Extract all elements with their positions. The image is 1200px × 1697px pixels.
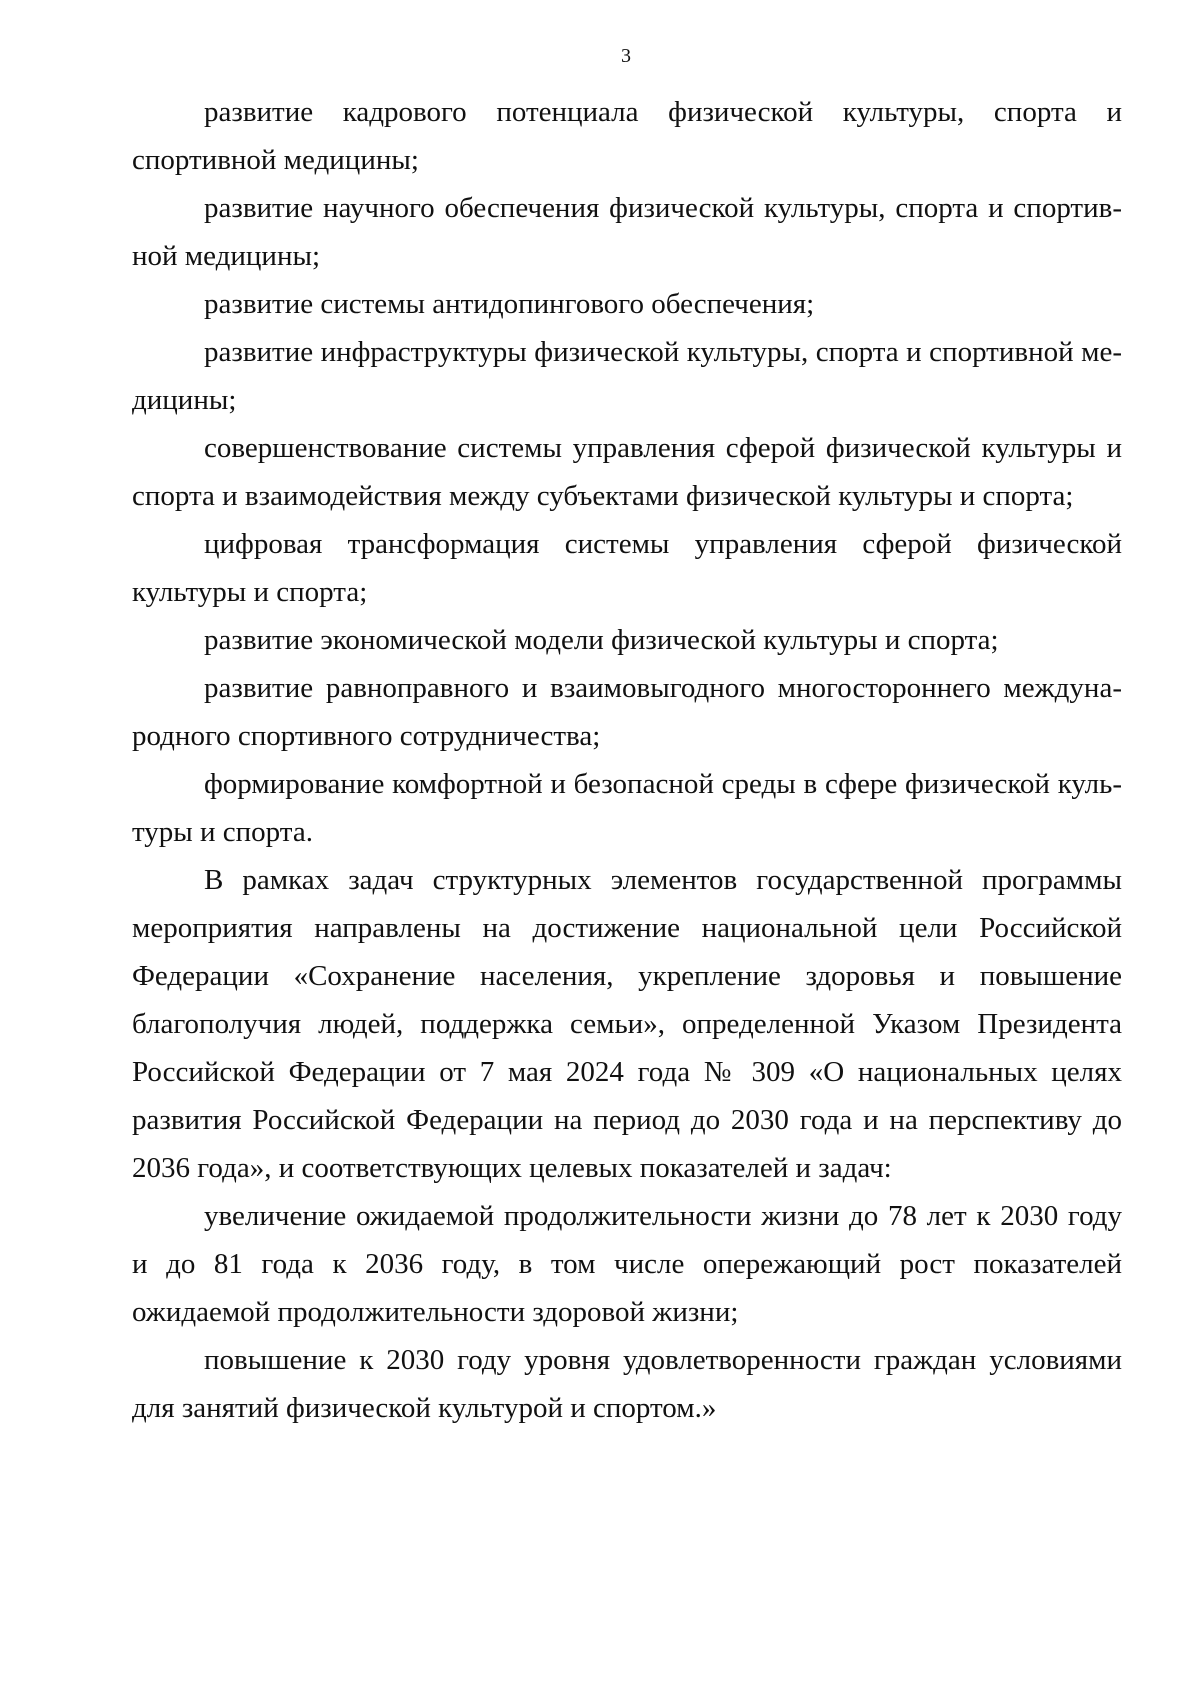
paragraph-management-system: совершенствование системы управления сферой физической культуры и спорта и взаимодействия между субъектами физической культуры и спорта;: [132, 432, 1122, 512]
document-body: [132, 88, 1122, 1432]
paragraph-satisfaction: повышение к 2030 году уровня удовлетворенности граждан условиями для занятий физической культурой и спортом.»: [132, 1344, 1122, 1424]
paragraph-international-cooperation: развитие равноправного и взаимовыгодного многостороннего международного спортивного сотрудничества;: [132, 672, 1122, 752]
paragraph-life-expectancy: увеличение ожидаемой продолжительности жизни до 78 лет к 2030 году и до 81 года к 2036 году, в том числе опережающий рост показателей ожидаемой продолжительности здоровой жизни;: [132, 1200, 1122, 1328]
paragraph-safe-environment: формирование комфортной и безопасной среды в сфере физической культуры и спорта.: [132, 768, 1122, 848]
paragraph-scientific-support: развитие научного обеспечения физической культуры, спорта и спортивной медицины;: [132, 192, 1122, 272]
paragraph-digital-transformation: цифровая трансформация системы управления сферой физической культуры и спорта;: [132, 528, 1122, 608]
paragraph-infrastructure: развитие инфраструктуры физической культуры, спорта и спортивной медицины;: [132, 336, 1122, 416]
paragraph-economic-model: развитие экономической модели физической культуры и спорта;: [204, 624, 999, 656]
paragraph-national-goal: В рамках задач структурных элементов государственной программы мероприятия направлены на достижение национальной цели Российской Федерации «Сохранение населения, укрепление здоровья и повышение благополучия людей, поддержка семьи», определенной Указом Президента Российской Федерации от 7 мая 2024 года № 309 «О национальных целях развития Российской Федерации на период до 2030 года и на перспективу до 2036 года», и соответствующих целевых показателей и задач:: [132, 864, 1122, 1184]
paragraph-anti-doping: развитие системы антидопингового обеспечения;: [204, 288, 815, 320]
page-number: 3: [621, 45, 631, 67]
paragraph-staff-potential: развитие кадрового потенциала физической культуры, спорта и спортивной медицины;: [132, 96, 1122, 176]
